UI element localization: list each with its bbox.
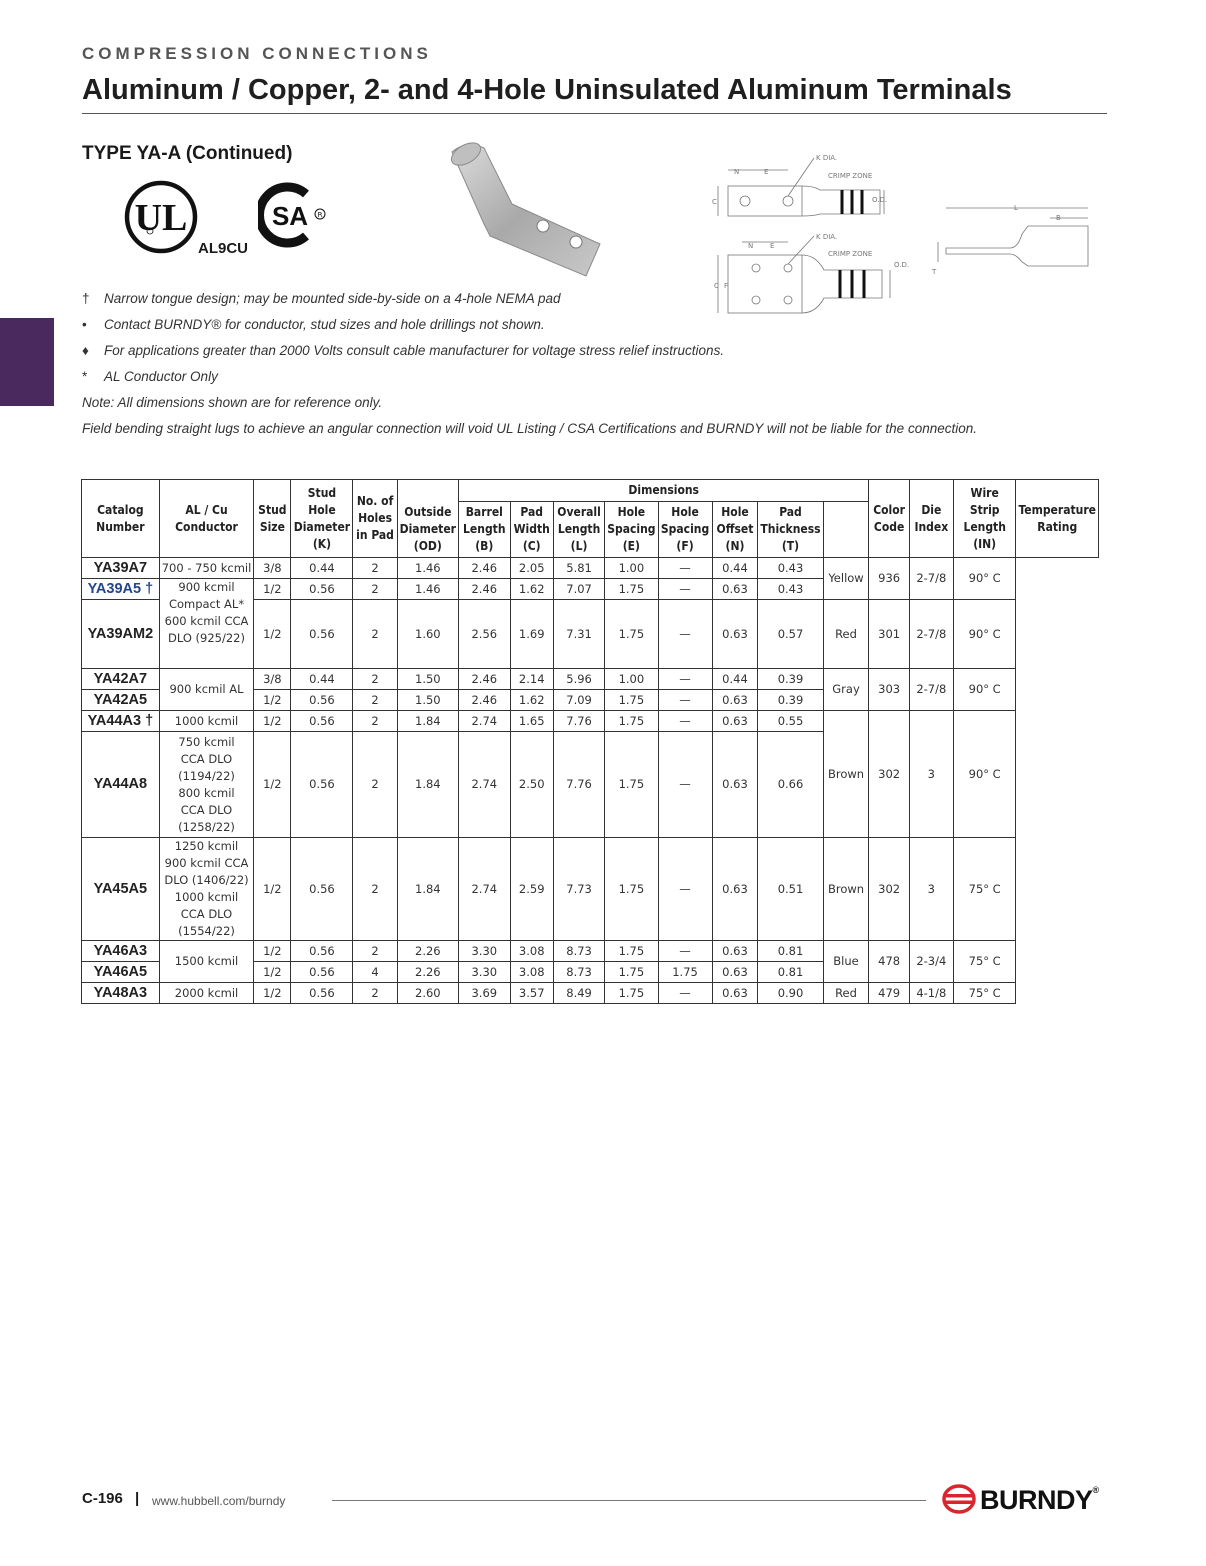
barrel-length: 2.46 [458, 690, 510, 711]
wire-strip-length: 2-7/8 [909, 600, 953, 669]
table-row [82, 983, 1099, 1004]
conductor: 900 kcmil Compact AL* 600 kcmil CCA DLO (925/22) [159, 579, 254, 669]
hole-spacing-f: — [658, 690, 712, 711]
hole-spacing-e: 1.75 [605, 579, 658, 600]
type-title: TYPE YA-A (Continued) [82, 143, 293, 164]
stud-size: 1/2 [254, 983, 291, 1004]
hole-offset: 0.63 [712, 600, 758, 669]
color-code: Blue [823, 941, 869, 983]
catalog-number: YA44A3 † [82, 711, 160, 732]
barrel-length: 2.46 [458, 669, 510, 690]
overall-length: 5.81 [553, 558, 604, 579]
conductor: 1500 kcmil [159, 941, 254, 983]
catalog-number: YA44A8 [82, 732, 160, 838]
holes-in-pad: 2 [353, 558, 397, 579]
table-row [82, 711, 1099, 732]
stud-hole-diameter: 0.56 [291, 579, 353, 600]
stud-size: 3/8 [254, 558, 291, 579]
pad-thickness: 0.51 [758, 838, 823, 941]
conductor: 700 - 750 kcmil [159, 558, 254, 579]
outside-diameter: 1.84 [397, 732, 458, 838]
die-index: 936 [869, 558, 909, 600]
lug-product-image [440, 140, 610, 280]
holes-in-pad: 2 [353, 732, 397, 838]
holes-in-pad: 2 [353, 711, 397, 732]
color-code: Yellow [823, 558, 869, 600]
outside-diameter: 1.50 [397, 690, 458, 711]
header-color: Color Code [869, 480, 909, 558]
color-code: Gray [823, 669, 869, 711]
overall-length: 8.73 [553, 962, 604, 983]
hole-offset: 0.63 [712, 732, 758, 838]
hole-spacing-e: 1.75 [605, 983, 658, 1004]
table-row [82, 838, 1099, 941]
hole-spacing-f: — [658, 579, 712, 600]
hole-spacing-e: 1.75 [605, 600, 658, 669]
csa-logo-text: SA [271, 201, 309, 231]
hole-offset: 0.44 [712, 669, 758, 690]
overall-length: 7.76 [553, 732, 604, 838]
outside-diameter: 1.46 [397, 579, 458, 600]
page-number: C-196 [82, 1490, 123, 1507]
stud-size: 1/2 [254, 732, 291, 838]
label-n-1: N [734, 168, 740, 176]
footer-separator: | [135, 1490, 140, 1507]
hole-spacing-e: 1.75 [605, 732, 658, 838]
header-t: Pad Thickness (T) [758, 502, 823, 558]
stud-hole-diameter: 0.56 [291, 983, 353, 1004]
table-row [82, 669, 1099, 690]
stud-hole-diameter: 0.44 [291, 558, 353, 579]
label-crimp-zone-2: CRIMP ZONE [828, 250, 873, 258]
stud-hole-diameter: 0.44 [291, 669, 353, 690]
overall-length: 7.73 [553, 838, 604, 941]
catalog-number: YA46A5 [82, 962, 160, 983]
note-item: † Narrow tongue design; may be mounted side-by-side on a 4-hole NEMA pad [82, 291, 561, 306]
catalog-number[interactable]: YA39A5 † [82, 579, 160, 600]
specification-table [81, 479, 1099, 1004]
hole-spacing-f: — [658, 732, 712, 838]
overall-length: 7.07 [553, 579, 604, 600]
die-index: 302 [869, 711, 909, 838]
die-index: 479 [869, 983, 909, 1004]
outside-diameter: 2.26 [397, 941, 458, 962]
hole-offset: 0.63 [712, 941, 758, 962]
label-k-dia-1: K DIA. [816, 154, 838, 162]
header-catalog: Catalog Number [82, 480, 160, 558]
catalog-number: YA39A7 [82, 558, 160, 579]
temperature-rating: 90° C [953, 669, 1016, 711]
header-stud: Stud Size [254, 480, 291, 558]
overall-length: 8.73 [553, 941, 604, 962]
pad-width: 2.59 [510, 838, 553, 941]
hole-offset: 0.63 [712, 983, 758, 1004]
hole-spacing-e: 1.75 [605, 711, 658, 732]
wire-strip-length: 2-3/4 [909, 941, 953, 983]
color-code: Red [823, 600, 869, 669]
header-l: Overall Length (L) [553, 502, 604, 558]
outside-diameter: 2.26 [397, 962, 458, 983]
header-strip: Wire Strip Length (IN) [953, 480, 1016, 558]
svg-text:R: R [317, 211, 323, 219]
overall-length: 7.31 [553, 600, 604, 669]
label-c-2: C [714, 282, 719, 290]
notes-list [82, 290, 1072, 446]
hole-offset: 0.63 [712, 962, 758, 983]
table-row [82, 558, 1099, 579]
pad-thickness: 0.55 [758, 711, 823, 732]
catalog-number: YA46A3 [82, 941, 160, 962]
header-holes: No. of Holes in Pad [353, 480, 397, 558]
label-k-dia-2: K DIA. [816, 233, 838, 241]
hole-spacing-f: — [658, 941, 712, 962]
catalog-number: YA48A3 [82, 983, 160, 1004]
table-row [82, 941, 1099, 962]
stud-size: 1/2 [254, 711, 291, 732]
catalog-number: YA45A5 [82, 838, 160, 941]
hole-spacing-f: — [658, 838, 712, 941]
barrel-length: 3.69 [458, 983, 510, 1004]
stud-size: 1/2 [254, 600, 291, 669]
stud-hole-diameter: 0.56 [291, 962, 353, 983]
footer-url-link[interactable]: www.hubbell.com/burndy [152, 1494, 286, 1508]
burndy-logo-icon [942, 1484, 976, 1514]
header-temp: Temperature Rating [1016, 480, 1099, 558]
barrel-length: 3.30 [458, 962, 510, 983]
pad-thickness: 0.57 [758, 600, 823, 669]
hole-spacing-e: 1.00 [605, 669, 658, 690]
stud-size: 1/2 [254, 962, 291, 983]
pad-thickness: 0.39 [758, 690, 823, 711]
label-f: F [724, 282, 729, 290]
barrel-length: 2.56 [458, 600, 510, 669]
hole-spacing-f: 1.75 [658, 962, 712, 983]
overall-length: 7.76 [553, 711, 604, 732]
pad-width: 3.08 [510, 941, 553, 962]
section-tab-marker [0, 318, 54, 406]
header-dimensions: Dimensions [458, 480, 868, 502]
stud-size: 1/2 [254, 941, 291, 962]
stud-size: 1/2 [254, 579, 291, 600]
label-crimp-zone-1: CRIMP ZONE [828, 172, 873, 180]
stud-size: 1/2 [254, 690, 291, 711]
pad-thickness: 0.81 [758, 962, 823, 983]
temperature-rating: 75° C [953, 941, 1016, 983]
pad-width: 2.05 [510, 558, 553, 579]
label-b: B [1056, 214, 1061, 222]
section-label: COMPRESSION CONNECTIONS [82, 44, 432, 63]
wire-strip-length: 3 [909, 711, 953, 838]
conductor: 1000 kcmil [159, 711, 254, 732]
label-l: L [1014, 204, 1018, 212]
brand-name: BURNDY® [980, 1485, 1099, 1515]
catalog-number: YA42A5 [82, 690, 160, 711]
hole-spacing-f: — [658, 669, 712, 690]
footer-divider [332, 1500, 926, 1501]
stud-hole-diameter: 0.56 [291, 838, 353, 941]
hole-offset: 0.63 [712, 838, 758, 941]
pad-width: 2.14 [510, 669, 553, 690]
overall-length: 8.49 [553, 983, 604, 1004]
header-e: Hole Spacing (E) [605, 502, 658, 558]
pad-width: 1.65 [510, 711, 553, 732]
header-f: Hole Spacing (F) [658, 502, 712, 558]
pad-thickness: 0.66 [758, 732, 823, 838]
label-od-1: O.D. [872, 196, 888, 204]
overall-length: 7.09 [553, 690, 604, 711]
barrel-length: 2.74 [458, 711, 510, 732]
outside-diameter: 2.60 [397, 983, 458, 1004]
temperature-rating: 90° C [953, 711, 1016, 838]
temperature-rating: 75° C [953, 983, 1016, 1004]
stud-hole-diameter: 0.56 [291, 690, 353, 711]
outside-diameter: 1.84 [397, 838, 458, 941]
stud-hole-diameter: 0.56 [291, 732, 353, 838]
barrel-length: 2.46 [458, 579, 510, 600]
pad-thickness: 0.90 [758, 983, 823, 1004]
color-code: Brown [823, 711, 869, 838]
holes-in-pad: 4 [353, 962, 397, 983]
ul-certification-code: AL9CU [198, 240, 249, 257]
stud-hole-diameter: 0.56 [291, 711, 353, 732]
hole-offset: 0.44 [712, 558, 758, 579]
hole-offset: 0.63 [712, 711, 758, 732]
conductor: 2000 kcmil [159, 983, 254, 1004]
outside-diameter: 1.84 [397, 711, 458, 732]
pad-width: 1.69 [510, 600, 553, 669]
header-conductor: AL / Cu Conductor [159, 480, 254, 558]
conductor: 900 kcmil AL [159, 669, 254, 711]
pad-width: 1.62 [510, 579, 553, 600]
label-n-2: N [748, 242, 754, 250]
header-b: Barrel Length (B) [458, 502, 510, 558]
header-k: Stud Hole Diameter (K) [291, 480, 353, 558]
note-item: * AL Conductor Only [82, 369, 218, 384]
color-code: Brown [823, 838, 869, 941]
hole-offset: 0.63 [712, 579, 758, 600]
hole-spacing-e: 1.75 [605, 962, 658, 983]
wire-strip-length: 2-7/8 [909, 558, 953, 600]
stud-hole-diameter: 0.56 [291, 941, 353, 962]
catalog-number: YA39AM2 [82, 600, 160, 669]
die-index: 303 [869, 669, 909, 711]
hole-spacing-e: 1.75 [605, 690, 658, 711]
die-index: 478 [869, 941, 909, 983]
label-od-2: O.D. [894, 261, 910, 269]
overall-length: 5.96 [553, 669, 604, 690]
outside-diameter: 1.60 [397, 600, 458, 669]
stud-size: 1/2 [254, 838, 291, 941]
hole-spacing-e: 1.75 [605, 941, 658, 962]
title-divider [82, 113, 1107, 114]
barrel-length: 3.30 [458, 941, 510, 962]
hole-spacing-e: 1.00 [605, 558, 658, 579]
hole-spacing-f: — [658, 711, 712, 732]
header-c: Pad Width (C) [510, 502, 553, 558]
note-item: • Contact BURNDY® for conductor, stud sizes and hole drillings not shown. [82, 317, 545, 332]
pad-width: 3.08 [510, 962, 553, 983]
pad-thickness: 0.43 [758, 558, 823, 579]
pad-thickness: 0.39 [758, 669, 823, 690]
temperature-rating: 90° C [953, 600, 1016, 669]
outside-diameter: 1.46 [397, 558, 458, 579]
label-e-1: E [764, 168, 769, 176]
note-item: Field bending straight lugs to achieve an angular connection will void UL Listing / CSA Certifications and BURNDY will not be liable for the connection. [82, 421, 977, 436]
pad-width: 2.50 [510, 732, 553, 838]
barrel-length: 2.74 [458, 838, 510, 941]
ul-logo-icon [124, 180, 198, 254]
stud-size: 3/8 [254, 669, 291, 690]
hole-spacing-f: — [658, 983, 712, 1004]
pad-thickness: 0.81 [758, 941, 823, 962]
barrel-length: 2.46 [458, 558, 510, 579]
label-e-2: E [770, 242, 775, 250]
ul-logo-text: UL [134, 197, 188, 239]
csa-logo-icon [258, 182, 330, 248]
wire-strip-length: 2-7/8 [909, 669, 953, 711]
holes-in-pad: 2 [353, 669, 397, 690]
holes-in-pad: 2 [353, 600, 397, 669]
header-n: Hole Offset (N) [712, 502, 758, 558]
pad-thickness: 0.43 [758, 579, 823, 600]
holes-in-pad: 2 [353, 690, 397, 711]
barrel-length: 2.74 [458, 732, 510, 838]
color-code: Red [823, 983, 869, 1004]
page-title: Aluminum / Copper, 2- and 4-Hole Uninsulated Aluminum Terminals [82, 74, 1012, 106]
conductor: 750 kcmil CCA DLO (1194/22) 800 kcmil CCA DLO (1258/22) [159, 732, 254, 838]
wire-strip-length: 3 [909, 838, 953, 941]
header-die: Die Index [909, 480, 953, 558]
temperature-rating: 90° C [953, 558, 1016, 600]
hole-offset: 0.63 [712, 690, 758, 711]
catalog-number: YA42A7 [82, 669, 160, 690]
label-t: T [932, 268, 937, 276]
die-index: 301 [869, 600, 909, 669]
header-od: Outside Diameter (OD) [397, 502, 458, 558]
holes-in-pad: 2 [353, 579, 397, 600]
holes-in-pad: 2 [353, 838, 397, 941]
holes-in-pad: 2 [353, 941, 397, 962]
hole-spacing-e: 1.75 [605, 838, 658, 941]
pad-width: 1.62 [510, 690, 553, 711]
die-index: 302 [869, 838, 909, 941]
pad-width: 3.57 [510, 983, 553, 1004]
wire-strip-length: 4-1/8 [909, 983, 953, 1004]
note-item: ♦ For applications greater than 2000 Volts consult cable manufacturer for voltage stress relief instructions. [82, 343, 725, 358]
hole-spacing-f: — [658, 600, 712, 669]
label-c-1: C [712, 198, 717, 206]
holes-in-pad: 2 [353, 983, 397, 1004]
conductor: 1250 kcmil 900 kcmil CCA DLO (1406/22) 1000 kcmil CCA DLO (1554/22) [159, 838, 254, 941]
temperature-rating: 75° C [953, 838, 1016, 941]
stud-hole-diameter: 0.56 [291, 600, 353, 669]
hole-spacing-f: — [658, 558, 712, 579]
outside-diameter: 1.50 [397, 669, 458, 690]
note-item: Note: All dimensions shown are for reference only. [82, 395, 383, 410]
